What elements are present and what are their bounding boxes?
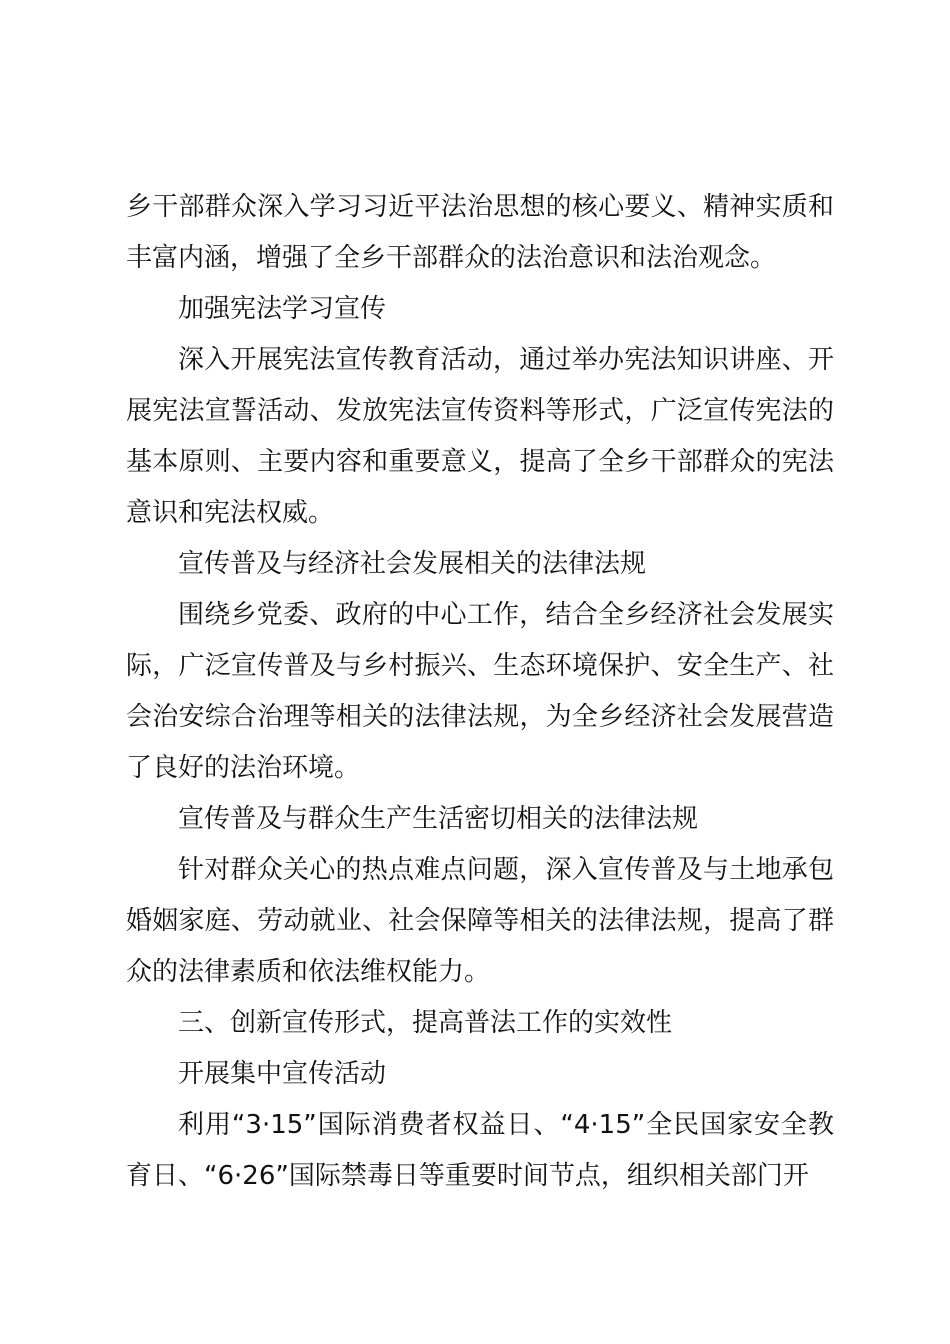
- heading-constitution-study: 加强宪法学习宣传: [178, 294, 387, 324]
- heading-economic-laws: 宣传普及与经济社会发展相关的法律法规: [178, 549, 647, 579]
- document-body: [126, 182, 834, 1202]
- paragraph-continuation: 乡干部群众深入学习习近平法治思想的核心要义、精神实质和丰富内涵，增强了全乡干部群众的法治意识和法治观念。: [126, 192, 834, 273]
- heading-livelihood-laws: 宣传普及与群众生产生活密切相关的法律法规: [178, 804, 699, 834]
- heading-concentrated-campaigns: 开展集中宣传活动: [178, 1059, 387, 1089]
- paragraph-economic-laws: 围绕乡党委、政府的中心工作，结合全乡经济社会发展实际，广泛宣传普及与乡村振兴、生态环境保护、安全生产、社会治安综合治理等相关的法律法规，为全乡经济社会发展营造了良好的法治环境。: [126, 600, 834, 783]
- paragraph-livelihood-laws: 针对群众关心的热点难点问题，深入宣传普及与土地承包婚姻家庭、劳动就业、社会保障等相关的法律法规，提高了群众的法律素质和依法维权能力。: [126, 855, 834, 987]
- paragraph-constitution-education: 深入开展宪法宣传教育活动，通过举办宪法知识讲座、开展宪法宣誓活动、发放宪法宣传资料等形式，广泛宣传宪法的基本原则、主要内容和重要意义，提高了全乡干部群众的宪法意识和宪法权威。: [126, 345, 834, 528]
- heading-section-three: 三、创新宣传形式，提高普法工作的实效性: [178, 1008, 673, 1038]
- paragraph-key-dates: 利用“3·15”国际消费者权益日、“4·15”全民国家安全教育日、“6·26”国际禁毒日等重要时间节点，组织相关部门开: [126, 1110, 834, 1191]
